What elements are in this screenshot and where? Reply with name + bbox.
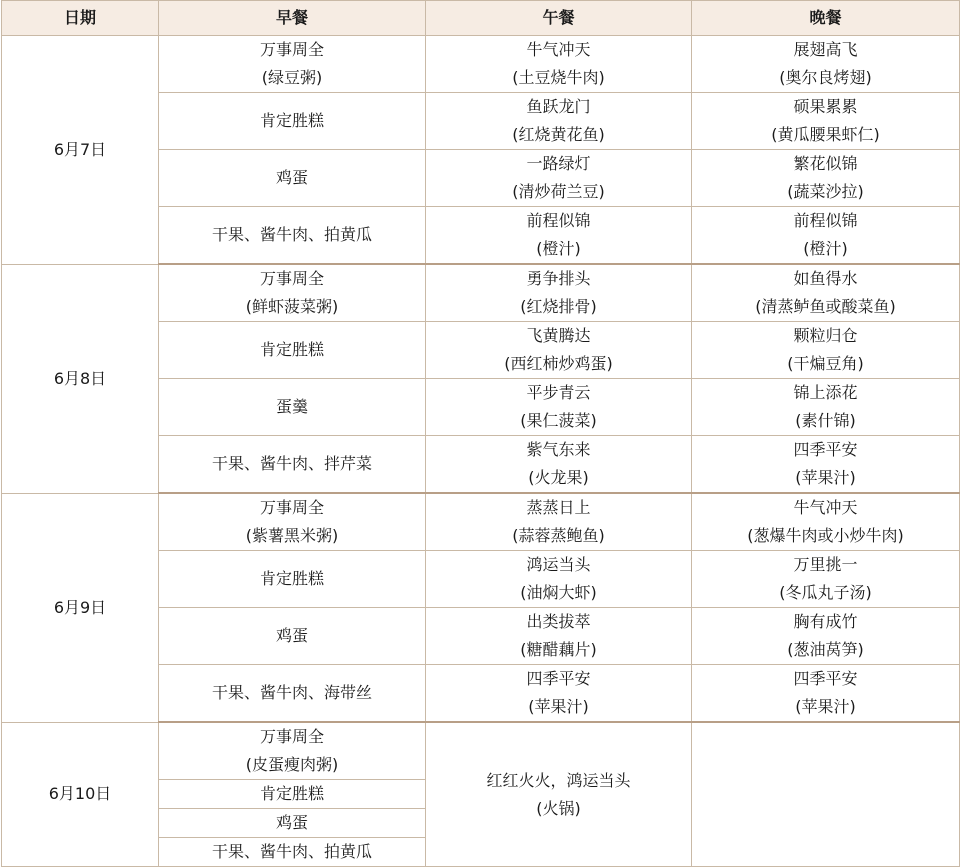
lunch-cell — [426, 551, 692, 608]
dish-text: (红烧黄花鱼) — [512, 125, 605, 144]
dinner-cell — [692, 36, 960, 93]
dish-text: (蔬菜沙拉) — [787, 182, 864, 201]
lunch-cell — [426, 436, 692, 494]
lunch-cell — [426, 150, 692, 207]
dish-text: (奥尔良烤翅) — [779, 68, 872, 87]
dish-text: 肯定胜糕 — [259, 111, 324, 130]
dish-text: (红烧排骨) — [520, 297, 597, 316]
dish-text: 万事周全 — [259, 40, 324, 59]
lunch-cell — [426, 665, 692, 723]
lunch-cell — [426, 36, 692, 93]
dish-text: 鸡蛋 — [275, 813, 308, 832]
header-date: 日期 — [2, 1, 159, 36]
dish-text: (葱爆牛肉或小炒牛肉) — [747, 526, 904, 545]
breakfast-cell — [159, 36, 426, 93]
dish-text: 鸡蛋 — [275, 168, 308, 187]
dish-text: 干果、酱牛肉、海带丝 — [211, 683, 372, 702]
dish-text: 万事周全 — [259, 727, 324, 746]
dish-text: 四季平安 — [793, 440, 858, 459]
breakfast-cell — [159, 93, 426, 150]
lunch-cell — [426, 493, 692, 551]
dish-text: (干煸豆角) — [787, 354, 864, 373]
breakfast-cell — [159, 264, 426, 322]
dish-text: (苹果汁) — [795, 697, 856, 716]
date-cell: 6月7日 — [2, 36, 159, 265]
dinner-cell — [692, 264, 960, 322]
date-cell: 6月10日 — [2, 722, 159, 867]
breakfast-cell — [159, 780, 426, 809]
dinner-cell — [692, 93, 960, 150]
lunch-cell — [426, 608, 692, 665]
dish-text: 万事周全 — [259, 498, 324, 517]
dinner-cell — [692, 436, 960, 494]
header-lunch: 午餐 — [426, 1, 692, 36]
lunch-cell — [426, 264, 692, 322]
dish-text: (鲜虾菠菜粥) — [245, 297, 339, 316]
dish-text: 鸿运当头 — [526, 555, 591, 574]
header-dinner: 晚餐 — [692, 1, 960, 36]
meal-row — [2, 36, 960, 93]
dish-text: 牛气冲天 — [526, 40, 591, 59]
breakfast-cell — [159, 436, 426, 494]
dish-text: 肯定胜糕 — [259, 569, 324, 588]
dinner-cell — [692, 608, 960, 665]
dish-text: (冬瓜丸子汤) — [779, 583, 872, 602]
dish-text: 肯定胜糕 — [259, 784, 324, 803]
dish-text: (苹果汁) — [795, 468, 856, 487]
dish-text: 前程似锦 — [793, 211, 858, 230]
lunch-cell — [426, 322, 692, 379]
dish-text: 鱼跃龙门 — [526, 97, 591, 116]
dinner-cell — [692, 665, 960, 723]
dish-text: 牛气冲天 — [793, 498, 858, 517]
dish-text: 硕果累累 — [793, 97, 858, 116]
dish-text: 鸡蛋 — [275, 626, 308, 645]
dinner-cell — [692, 493, 960, 551]
breakfast-cell — [159, 722, 426, 780]
dish-text: (紫薯黑米粥) — [245, 526, 339, 545]
dish-text: 万事周全 — [259, 269, 324, 288]
dish-text: 平步青云 — [526, 383, 591, 402]
meal-row — [2, 722, 960, 780]
breakfast-cell — [159, 379, 426, 436]
dish-text: (蒜蓉蒸鲍鱼) — [512, 526, 605, 545]
dish-text: 勇争排头 — [526, 269, 591, 288]
dish-text: 出类拔萃 — [526, 612, 591, 631]
dish-text: 蒸蒸日上 — [526, 498, 591, 517]
breakfast-cell — [159, 838, 426, 867]
date-cell: 6月9日 — [2, 493, 159, 722]
dish-text: (火锅) — [536, 798, 581, 818]
dish-text: (皮蛋瘦肉粥) — [245, 755, 339, 774]
menu-body — [2, 36, 960, 867]
dish-text: (葱油莴笋) — [787, 640, 864, 659]
dish-text: (苹果汁) — [528, 697, 589, 716]
dish-text: 蛋羹 — [275, 397, 308, 416]
dinner-cell — [692, 379, 960, 436]
lunch-cell — [426, 207, 692, 265]
header-row — [2, 1, 960, 36]
dish-text: (油焖大虾) — [520, 583, 597, 602]
breakfast-cell — [159, 493, 426, 551]
dish-text: 万里挑一 — [793, 555, 858, 574]
dish-text: (火龙果) — [528, 468, 589, 487]
dish-text: (橙汁) — [803, 239, 848, 258]
dish-text: 锦上添花 — [793, 383, 858, 402]
dinner-cell — [692, 322, 960, 379]
meal-row — [2, 264, 960, 322]
dish-text: 展翅高飞 — [793, 40, 858, 59]
dinner-cell — [692, 551, 960, 608]
dish-text: 干果、酱牛肉、拌芹菜 — [211, 454, 372, 473]
dinner-cell — [692, 207, 960, 265]
dish-text: 繁花似锦 — [793, 154, 858, 173]
date-cell: 6月8日 — [2, 264, 159, 493]
lunch-cell — [426, 722, 692, 867]
dish-text: (果仁菠菜) — [520, 411, 597, 430]
dinner-cell — [692, 722, 960, 867]
dish-text: (土豆烧牛肉) — [512, 68, 605, 87]
dish-text: (清炒荷兰豆) — [512, 182, 605, 201]
dish-text: 四季平安 — [793, 669, 858, 688]
meal-row — [2, 493, 960, 551]
dish-text: (素什锦) — [795, 411, 856, 430]
breakfast-cell — [159, 322, 426, 379]
meal-menu-table — [1, 0, 960, 867]
dish-text: 一路绿灯 — [526, 154, 591, 173]
breakfast-cell — [159, 665, 426, 723]
lunch-cell — [426, 93, 692, 150]
dish-text: 胸有成竹 — [793, 612, 858, 631]
dish-text: (橙汁) — [536, 239, 581, 258]
breakfast-cell — [159, 207, 426, 265]
dish-text: 四季平安 — [526, 669, 591, 688]
dish-text: 飞黄腾达 — [526, 326, 591, 345]
header-breakfast: 早餐 — [159, 1, 426, 36]
dish-text: 前程似锦 — [526, 211, 591, 230]
lunch-cell — [426, 379, 692, 436]
dish-text: 干果、酱牛肉、拍黄瓜 — [211, 225, 372, 244]
dish-text: 红红火火，鸿运当头 — [486, 770, 631, 790]
breakfast-cell — [159, 809, 426, 838]
dish-text: 紫气东来 — [526, 440, 591, 459]
dish-text: (黄瓜腰果虾仁) — [771, 125, 880, 144]
dish-text: 干果、酱牛肉、拍黄瓜 — [211, 842, 372, 861]
dish-text: (西红柿炒鸡蛋) — [504, 354, 613, 373]
dish-text: (糖醋藕片) — [520, 640, 597, 659]
dish-text: (清蒸鲈鱼或酸菜鱼) — [755, 297, 896, 316]
breakfast-cell — [159, 551, 426, 608]
dinner-cell — [692, 150, 960, 207]
dish-text: (绿豆粥) — [261, 68, 323, 87]
dish-text: 如鱼得水 — [793, 269, 858, 288]
dish-text: 颗粒归仓 — [793, 326, 858, 345]
dish-text: 肯定胜糕 — [259, 340, 324, 359]
breakfast-cell — [159, 150, 426, 207]
breakfast-cell — [159, 608, 426, 665]
